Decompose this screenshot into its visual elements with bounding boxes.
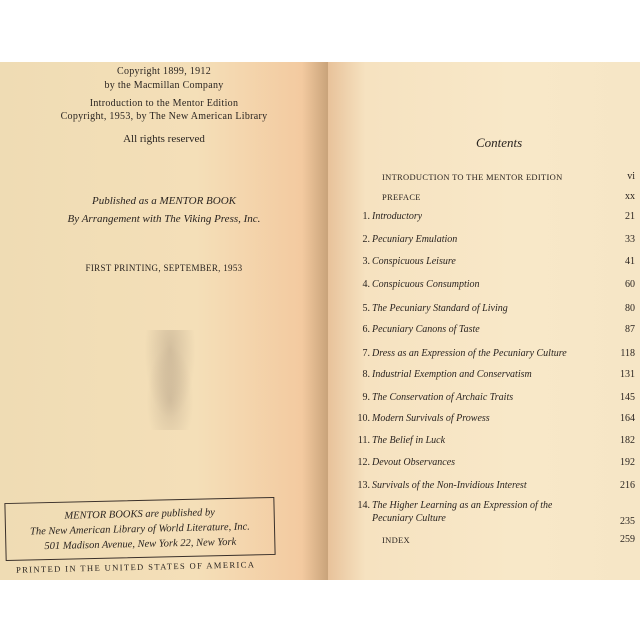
- chapter-title: Modern Survivals of Prowess: [372, 413, 490, 424]
- page-number: 33: [625, 234, 635, 245]
- rights-reserved: All rights reserved: [123, 133, 205, 145]
- chapter-number: 13.: [357, 480, 370, 491]
- page-number: 118: [620, 348, 635, 359]
- copyright-line: Copyright 1899, 1912: [116, 66, 212, 77]
- first-printing: FIRST PRINTING, SEPTEMBER, 1953: [85, 263, 243, 273]
- chapter-number: 14.: [357, 500, 370, 511]
- page-number: 182: [620, 435, 635, 446]
- chapter-title: Survivals of the Non-Invidious Interest: [372, 480, 527, 491]
- chapter-title: The Pecuniary Standard of Living: [372, 303, 508, 314]
- chapter-title: The Belief in Luck: [372, 435, 446, 446]
- toc-entry: [330, 256, 635, 268]
- chapter-title: The Higher Learning as an Expression of the: [372, 500, 553, 511]
- chapter-number: 3.: [362, 256, 370, 267]
- arrangement: By Arrangement with The Viking Press, Inc.: [67, 213, 261, 225]
- chapter-title: Devout Observances: [372, 457, 456, 468]
- published-as: Published as a MENTOR BOOK: [91, 195, 237, 207]
- chapter-title: Dress as an Expression of the Pecuniary Culture: [372, 348, 567, 359]
- toc-entry: [330, 392, 635, 404]
- page-number: 80: [625, 303, 635, 314]
- contents-heading: Contents: [476, 135, 523, 150]
- page-number: 60: [625, 279, 635, 290]
- chapter-number: 8.: [362, 369, 370, 380]
- toc-entry: [330, 171, 635, 183]
- toc-entry: [330, 457, 635, 469]
- stain: [140, 330, 200, 430]
- chapter-title: Pecuniary Emulation: [372, 234, 458, 245]
- toc-entry: [330, 324, 635, 336]
- chapter-number: 6.: [362, 324, 370, 335]
- chapter-title: Conspicuous Consumption: [372, 279, 480, 290]
- box-line: 501 Madison Avenue, New York 22, New York: [44, 536, 237, 553]
- page-number: 131: [620, 369, 635, 380]
- page-number: 87: [625, 324, 635, 335]
- copyright-holder: by the Macmillan Company: [104, 80, 224, 91]
- page-number: vi: [627, 171, 635, 182]
- intro-copyright: Copyright, 1953, by The New American Library: [60, 111, 268, 122]
- chapter-title: Pecuniary Canons of Taste: [372, 324, 480, 335]
- chapter-number: 12.: [357, 457, 370, 468]
- intro-line: Introduction to the Mentor Edition: [89, 98, 239, 109]
- toc-entry: [330, 369, 635, 381]
- chapter-number: 5.: [362, 303, 370, 314]
- chapter-number: 10.: [357, 413, 370, 424]
- page-number: 259: [620, 534, 635, 545]
- chapter-number: 2.: [362, 234, 370, 245]
- toc-entry: [330, 413, 635, 425]
- box-line: MENTOR BOOKS are published by: [64, 507, 216, 522]
- box-line: The New American Library of World Literature, Inc.: [29, 521, 251, 538]
- chapter-title-continued: Pecuniary Culture: [372, 513, 446, 524]
- toc-entry: [330, 500, 635, 528]
- toc-entry: [330, 348, 635, 360]
- toc-entry: [330, 211, 635, 223]
- toc-entry: [330, 303, 635, 315]
- chapter-number: 11.: [357, 435, 370, 446]
- page-number: 145: [620, 392, 635, 403]
- page-number: 216: [620, 480, 635, 491]
- printed-in: PRINTED IN THE UNITED STATES OF AMERICA: [15, 559, 256, 575]
- chapter-title: PREFACE: [382, 192, 421, 202]
- chapter-number: 4.: [362, 279, 370, 290]
- page-number: 192: [620, 457, 635, 468]
- chapter-title: Introductory: [372, 211, 423, 222]
- page-number: 164: [620, 413, 635, 424]
- toc-entry: [330, 191, 635, 203]
- chapter-number: 1.: [362, 211, 370, 222]
- chapter-title: Conspicuous Leisure: [372, 256, 456, 267]
- toc-entry: [330, 279, 635, 291]
- page-number: 41: [625, 256, 635, 267]
- chapter-number: 7.: [362, 348, 370, 359]
- chapter-title: The Conservation of Archaic Traits: [372, 392, 514, 403]
- chapter-title: Industrial Exemption and Conservatism: [372, 369, 532, 380]
- publisher-box: [4, 497, 275, 561]
- chapter-title: INTRODUCTION TO THE MENTOR EDITION: [382, 172, 563, 182]
- chapter-number: 9.: [362, 392, 370, 403]
- page-number: 21: [625, 211, 635, 222]
- chapter-title: INDEX: [382, 535, 410, 545]
- toc-entry: [330, 234, 635, 246]
- toc-entry: [330, 480, 635, 492]
- page-number: 235: [620, 516, 635, 527]
- page-number: xx: [625, 191, 635, 202]
- toc-entry: [330, 435, 635, 447]
- toc-entry: [330, 534, 635, 546]
